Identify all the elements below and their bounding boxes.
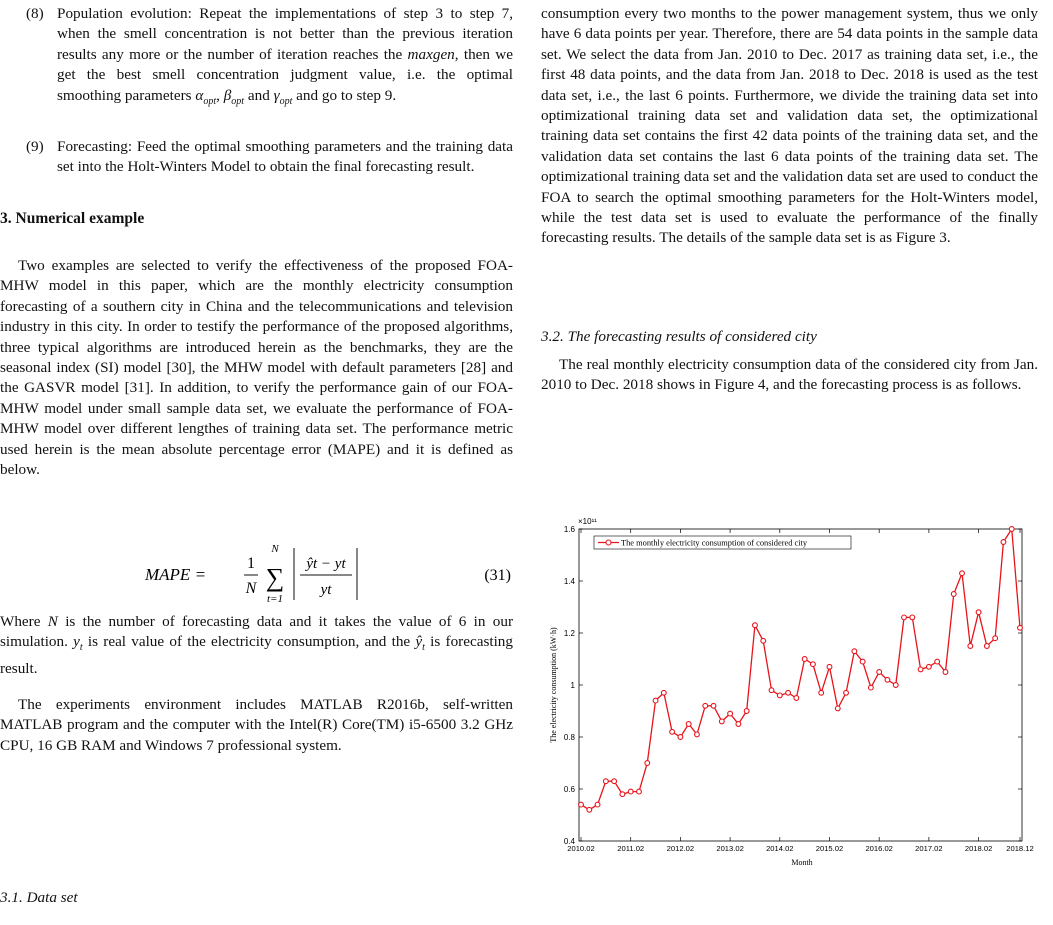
data-point xyxy=(835,706,840,711)
data-point xyxy=(736,722,741,727)
data-point xyxy=(902,615,907,620)
sum-symbol: ∑ xyxy=(265,563,285,592)
data-point xyxy=(993,636,998,641)
step-9-number: (9) xyxy=(26,138,44,155)
data-point xyxy=(943,670,948,675)
data-point xyxy=(827,664,832,669)
electricity-consumption-chart xyxy=(541,473,1038,925)
x-tick-label: 2017.02 xyxy=(915,844,943,853)
x-tick-label: 2010.02 xyxy=(567,844,595,853)
step-8-text: Population evolution: Repeat the implementations of step 3 to step 7, when the smell concentration is not better than the previous iteration results any more or the number of iteration reaches the maxgen, then we get the best smell concentration judgment value, i.e. the optimal smoothing parameters $\alpha_{opt}$, $\beta_{opt}$ and $\gamma_{opt}$ and go to step 9. xyxy=(57,5,513,107)
subsection-data-set: 3.1. Data set xyxy=(0,889,78,906)
equation-frac-den: N xyxy=(245,580,257,597)
data-point xyxy=(753,623,758,628)
step-8-number: (8) xyxy=(26,5,44,22)
data-point xyxy=(984,644,989,649)
data-point xyxy=(918,667,923,672)
x-tick-label: 2012.02 xyxy=(666,844,695,853)
data-point xyxy=(852,649,857,654)
x-tick-label: 2015.02 xyxy=(815,844,844,853)
equation-frac-num: 1 xyxy=(247,555,255,572)
data-point xyxy=(620,792,625,797)
data-point xyxy=(686,722,691,727)
data-point xyxy=(819,690,824,695)
data-point xyxy=(951,592,956,597)
data-point xyxy=(869,685,874,690)
data-point xyxy=(794,696,799,701)
data-point xyxy=(579,802,584,807)
y-tick-label: 0.6 xyxy=(563,785,575,794)
equation-inner-num: ŷt − yt xyxy=(306,556,346,572)
paragraph-where-n: Where N is the number of forecasting data and it takes the value of 6 in our simulation. $y_t$ is real value of the electricity consumption, and the $ŷ_t$ is forecasting result. xyxy=(0,613,514,677)
section-heading: 3. Numerical example xyxy=(0,210,145,227)
equation-inner-den: yt xyxy=(320,582,332,598)
data-point xyxy=(695,732,700,737)
data-point xyxy=(711,703,716,708)
y-tick-label: 0.4 xyxy=(563,837,575,846)
subsection-forecasting-results: 3.2. The forecasting results of considered city xyxy=(541,328,817,345)
data-point xyxy=(786,690,791,695)
data-point xyxy=(595,802,600,807)
data-point xyxy=(935,659,940,664)
data-point xyxy=(728,711,733,716)
y-axis-label: The electricity consumption (kW·h) xyxy=(549,627,558,743)
x-tick-label: 2016.02 xyxy=(865,844,893,853)
data-point xyxy=(1009,527,1014,532)
y-tick-label: 1 xyxy=(570,681,575,690)
data-point xyxy=(926,664,931,669)
data-point xyxy=(612,779,617,784)
data-point xyxy=(703,703,708,708)
data-point xyxy=(719,719,724,724)
data-point xyxy=(645,761,650,766)
data-point xyxy=(628,789,633,794)
data-point xyxy=(661,690,666,695)
x-tick-label: 2014.02 xyxy=(766,844,794,853)
data-point xyxy=(910,615,915,620)
y-tick-label: 1.2 xyxy=(563,629,575,638)
series-line xyxy=(581,529,1020,810)
equation-sum-bottom: t=1 xyxy=(267,593,283,604)
paragraph-environment: The experiments environment includes MATLAB R2016b, self-written MATLAB program and the computer with the Intel(R) Core(TM) i5-6500 3.2 GHz CPU, 16 GB RAM and Windows 7 professional system. xyxy=(0,696,513,754)
data-point xyxy=(885,677,890,682)
step-9 xyxy=(26,137,513,178)
mape-equation xyxy=(0,540,513,604)
y-tick-label: 1.4 xyxy=(563,577,575,586)
y-tick-label: 1.6 xyxy=(563,525,575,534)
data-point xyxy=(844,690,849,695)
data-point xyxy=(802,657,807,662)
data-point xyxy=(603,779,608,784)
data-point xyxy=(811,662,816,667)
figure-4-chart xyxy=(541,473,1038,925)
x-axis-label: Month xyxy=(791,858,813,867)
legend-label: The monthly electricity consumption of considered city xyxy=(621,538,808,548)
data-point xyxy=(976,610,981,615)
equation-sum-top: N xyxy=(271,543,279,555)
x-tick-label: 2011.02 xyxy=(617,844,645,853)
step-9-text: Forecasting: Feed the optimal smoothing parameters and the training data set into the Holt-Winters Model to obtain the final forecasting result. xyxy=(57,138,513,176)
y-tick-label: 0.8 xyxy=(563,733,575,742)
data-point xyxy=(893,683,898,688)
y-multiplier: ×10¹¹ xyxy=(578,517,597,526)
paragraph-data-split: consumption every two months to the power management system, thus we only have 6 data points per year. Therefore, there are 54 data points in the sample data set. We select the data from Jan. 2010 to Dec. 2017 as training data set, i.e., the first 48 data points, and the data from Jan. 2018 to Dec. 2018 is used as the test data set, i.e., the last 6 points. Furthermore, we divide the training data set into optimizational training data set and validation data set, the optimizational training data set contains the first 42 data points of the training data set, and the validation data set contains the last 6 data points of the training data set. The optimizational training data set and the validation data set are used to conduct the FOA to search the optimal smoothing parameters for the Holt-Winters model, while the test data set is used to evaluate the performance of the finally forecasting results. The details of the sample data set is as Figure 3. xyxy=(541,5,1038,247)
data-point xyxy=(653,698,658,703)
plot-frame xyxy=(579,529,1022,841)
data-point xyxy=(670,729,675,734)
data-point xyxy=(761,638,766,643)
data-point xyxy=(968,644,973,649)
data-point xyxy=(678,735,683,740)
equation-lhs: MAPE = xyxy=(145,565,207,584)
data-point xyxy=(860,659,865,664)
legend xyxy=(594,536,851,549)
data-point xyxy=(960,571,965,576)
equation-number: (31) xyxy=(484,567,511,584)
data-point xyxy=(744,709,749,714)
step-8 xyxy=(26,4,513,112)
data-point xyxy=(877,670,882,675)
paragraph-examples: Two examples are selected to verify the effectiveness of the proposed FOA-MHW model in this paper, which are the monthly electricity consumption forecasting of a southern city in China and the telecommunications and television industry in this city. In order to testify the performance of the proposed algorithms, three typical algorithms are introduced herein as the benchmarks, they are the seasonal index (SI) model [30], the MHW model with default parameters [28] and the GASVR model [31]. In addition, to verify the performance gain of our FOA-MHW model under small sample data set, we evaluate the performance of FOA-MHW model over different lengthes of training data set. The performance metric used herein is the mean absolute percentage error (MAPE) and it is defined as below. xyxy=(0,257,513,479)
x-tick-label: 2013.02 xyxy=(716,844,744,853)
data-point xyxy=(587,807,592,812)
x-tick-label: 2018.12 xyxy=(1006,844,1034,853)
data-point xyxy=(769,688,774,693)
data-point xyxy=(777,693,782,698)
data-point xyxy=(637,789,642,794)
x-tick-label: 2018.02 xyxy=(964,844,993,853)
data-point xyxy=(1001,540,1006,545)
data-point xyxy=(1018,625,1023,630)
paragraph-real-data: The real monthly electricity consumption data of the considered city from Jan. 2010 to Dec. 2018 shows in Figure 4, and the forecasting process is as follows. xyxy=(541,356,1038,394)
